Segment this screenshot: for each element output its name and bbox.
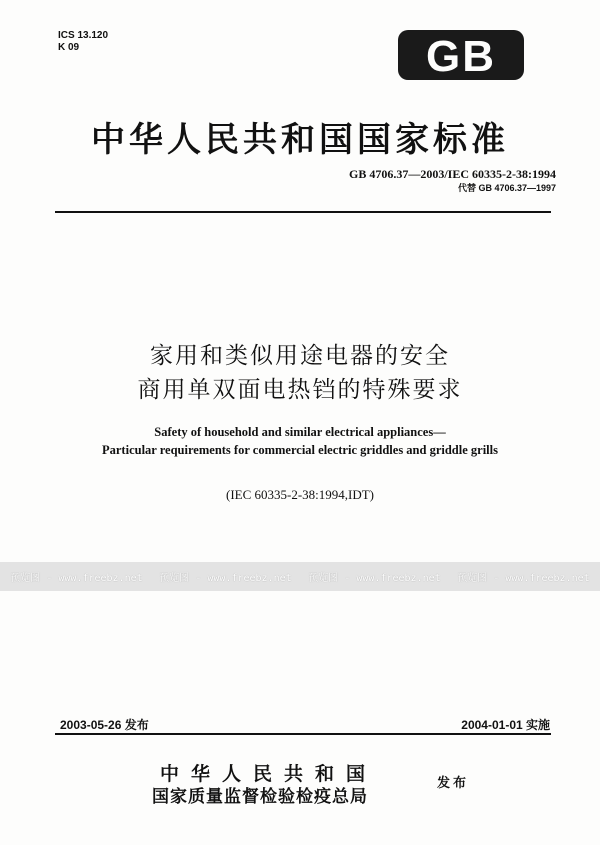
release-label: 发布: [437, 776, 470, 791]
standard-number: GB 4706.37—2003/IEC 60335-2-38:1994: [349, 167, 556, 181]
ics-code: ICS 13.120: [58, 30, 109, 41]
watermark-item: 预览图 - www.freebz.net: [10, 573, 143, 584]
class-code: K 09: [58, 42, 80, 53]
title-zh-line1: 家用和类似用途电器的安全: [150, 343, 450, 369]
replaces-note: 代替 GB 4706.37—1997: [457, 183, 556, 193]
title-en-line1: Safety of household and similar electrical appliances—: [154, 425, 446, 439]
implement-date: 2004-01-01 实施: [461, 718, 550, 732]
publisher-line2: 国家质量监督检验检疫总局: [152, 787, 368, 807]
title-en-line2: Particular requirements for commercial electric griddles and griddle grills: [102, 443, 498, 457]
watermark-item: 预览图 - www.freebz.net: [308, 573, 441, 584]
top-divider: [55, 211, 551, 213]
bottom-divider: [55, 733, 551, 735]
watermark-item: 预览图 - www.freebz.net: [159, 573, 292, 584]
main-title: 中华人民共和国国家标准: [91, 120, 509, 160]
ics-classification: [58, 30, 108, 54]
watermark-banner: [0, 562, 600, 591]
issue-date: 2003-05-26 发布: [60, 718, 149, 732]
gb-logo-text: GB: [426, 32, 496, 80]
watermark-item: 预览图 - www.freebz.net: [457, 573, 590, 584]
publisher-line1: 中华人民共和国: [160, 763, 378, 785]
equivalence-note: (IEC 60335-2-38:1994,IDT): [225, 487, 375, 502]
gb-logo: [398, 30, 524, 80]
title-zh-line2: 商用单双面电热铛的特殊要求: [137, 377, 463, 403]
